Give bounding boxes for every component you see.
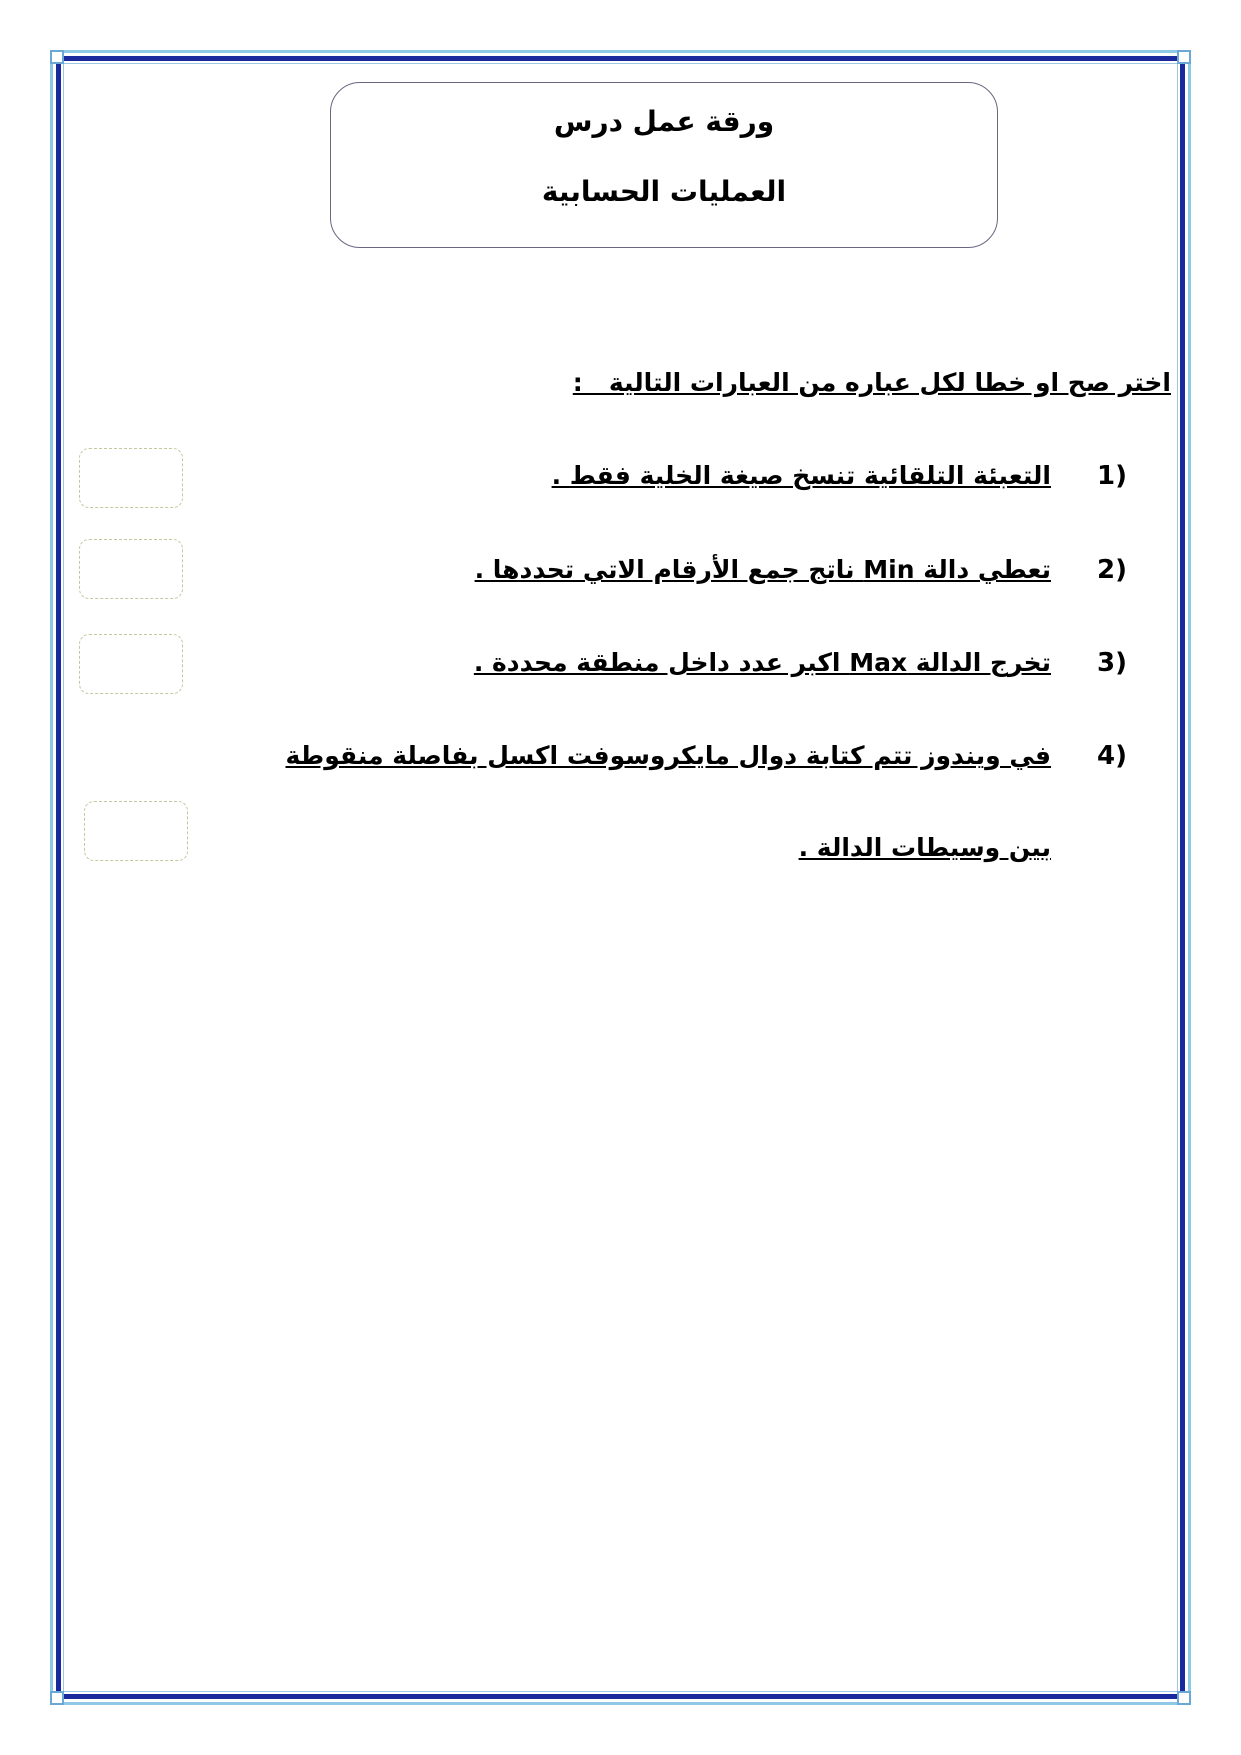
page-border-line — [63, 63, 1178, 1692]
worksheet-title: ورقة عمل درس — [553, 105, 775, 138]
question-4-number: 4) — [1097, 741, 1127, 771]
answer-box-1[interactable] — [79, 448, 183, 508]
corner-ornament-top-left — [50, 50, 64, 64]
answer-box-2[interactable] — [79, 539, 183, 599]
lesson-title: العمليات الحسابية — [541, 175, 787, 208]
corner-ornament-bottom-right — [1177, 1691, 1191, 1705]
corner-ornament-top-right — [1177, 50, 1191, 64]
title-box — [330, 82, 998, 248]
question-1-text: التعبئة التلقائية تنسخ صيغة الخلية فقط . — [551, 461, 1051, 490]
question-4-continuation: بين وسيطات الدالة . — [798, 833, 1051, 862]
question-2-number: 2) — [1097, 555, 1127, 585]
answer-box-3[interactable] — [79, 634, 183, 694]
instruction-text: اختر صح او خطا لكل عباره من العبارات التالية : — [572, 368, 1171, 397]
answer-box-4[interactable] — [84, 801, 188, 861]
question-1-number: 1) — [1097, 461, 1127, 491]
corner-ornament-bottom-left — [50, 1691, 64, 1705]
question-2-text: تعطي دالة Min ناتج جمع الأرقام الاتي تحددها . — [474, 555, 1051, 584]
question-3-text: تخرج الدالة Max اكبر عدد داخل منطقة محددة . — [473, 648, 1051, 677]
question-3-number: 3) — [1097, 648, 1127, 678]
question-4-text: في ويندوز تتم كتابة دوال مايكروسوفت اكسل بفاصلة منقوطة — [285, 741, 1051, 770]
